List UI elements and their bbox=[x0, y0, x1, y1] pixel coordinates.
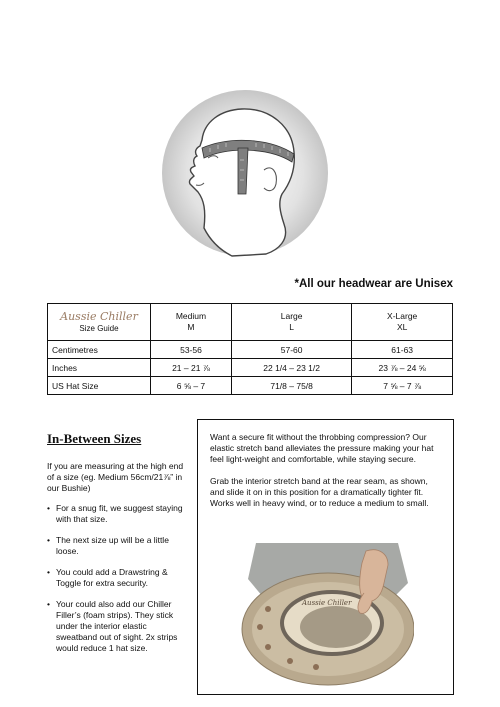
row-label: Inches bbox=[48, 359, 151, 377]
section-title: In-Between Sizes bbox=[47, 431, 142, 446]
table-cell: 21 – 21 ⅞ bbox=[151, 359, 232, 377]
table-cell: 61-63 bbox=[352, 341, 453, 359]
paragraph: Want a secure fit without the throbbing compression? Our elastic stretch band alleviates the pressure making your hat feel light-weight and comfortable, while staying secure. bbox=[210, 432, 434, 464]
list-item: • The next size up will be a little loose. bbox=[47, 535, 169, 556]
header-large: Large L bbox=[231, 304, 351, 341]
list-item: • You could add a Drawstring & Toggle for extra security. bbox=[47, 567, 168, 588]
paragraph: Grab the interior stretch band at the rear seam, as shown, and slide it on in this position for a dramatically tighter fit. Works well in heavy wind, or to reduce a medium to small. bbox=[210, 476, 429, 508]
secure-fit-box bbox=[197, 419, 454, 695]
table-cell: 22 1/4 – 23 1/2 bbox=[231, 359, 351, 377]
list-item: • For a snug fit, we suggest staying with that size. bbox=[47, 503, 183, 524]
svg-text:Aussie Chiller: Aussie Chiller bbox=[302, 599, 352, 607]
table-row bbox=[48, 359, 453, 377]
header-xlarge: X-Large XL bbox=[352, 304, 453, 341]
section-intro: If you are measuring at the high end of a size (eg. Medium 56cm/21⅞” in our Bushie) bbox=[47, 461, 184, 493]
secure-fit-text bbox=[210, 432, 442, 520]
tips-list bbox=[47, 503, 187, 654]
hat-label bbox=[301, 599, 352, 607]
row-label: Centimetres bbox=[48, 341, 151, 359]
table-header-row bbox=[48, 304, 453, 341]
in-between-sizes-section bbox=[47, 431, 187, 664]
brand-cell bbox=[48, 304, 151, 341]
hat-interior-photo bbox=[238, 543, 414, 691]
unisex-note: *All our headwear are Unisex bbox=[294, 278, 453, 290]
table-row bbox=[48, 341, 453, 359]
list-item: • Your could also add our Chiller Filler’s (foam strips). They stick under the interior elastic sweatband out of sight. 2x strips would reduce 1 hat size. bbox=[47, 599, 178, 653]
size-guide-label: Size Guide bbox=[79, 324, 119, 333]
row-label: US Hat Size bbox=[48, 377, 151, 395]
table-cell: 57-60 bbox=[231, 341, 351, 359]
header-medium: Medium M bbox=[151, 304, 232, 341]
size-guide-table bbox=[47, 303, 453, 395]
table-row bbox=[48, 377, 453, 395]
table-cell: 6 ⅝ – 7 bbox=[151, 377, 232, 395]
table-cell: 23 ⅞ – 24 ⅝ bbox=[352, 359, 453, 377]
table-cell: 7 ⅝ – 7 ⅞ bbox=[352, 377, 453, 395]
table-cell: 71/8 – 75/8 bbox=[231, 377, 351, 395]
head-measurement-illustration bbox=[160, 88, 330, 258]
table-cell: 53-56 bbox=[151, 341, 232, 359]
brand-logo: Aussie Chiller bbox=[60, 310, 138, 323]
measuring-tape-tail bbox=[238, 148, 248, 194]
